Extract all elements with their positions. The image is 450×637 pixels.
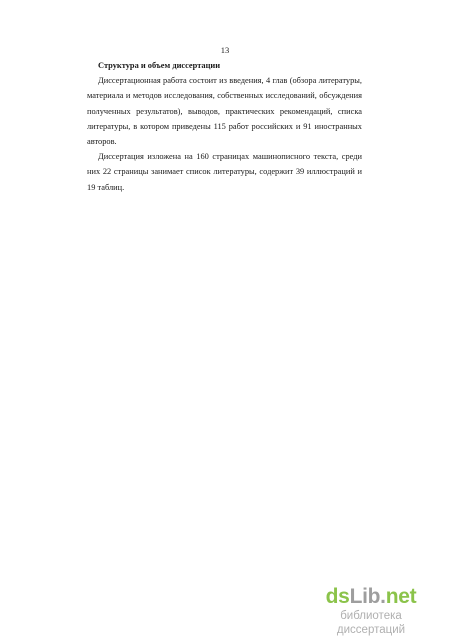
- logo-net: net: [385, 585, 417, 608]
- document-body: [87, 58, 362, 195]
- watermark-subtitle: библиотека диссертаций: [336, 610, 406, 636]
- logo-lib: Lib: [349, 585, 381, 608]
- page-number: 13: [220, 45, 230, 55]
- logo-dot: .: [380, 585, 386, 608]
- paragraph-volume: Диссертация изложена на 160 страницах машинописного текста, среди них 22 страницы занимает список литературы, содержит 39 иллюстраций и 19 таблиц.: [87, 152, 362, 192]
- section-heading: Структура и объем диссертации: [98, 61, 221, 70]
- watermark-logo: [306, 585, 436, 609]
- logo-ds: ds: [325, 585, 350, 608]
- dslib-watermark: [306, 585, 436, 637]
- paragraph-structure: Диссертационная работа состоит из введения, 4 глав (обзора литературы, материала и методов исследования, собственных исследований, обсуждения полученных результатов), выводов, практических рекомендаций, списка литературы, в котором приведены 115 работ российских и 91 иностранных авторов.: [87, 76, 362, 147]
